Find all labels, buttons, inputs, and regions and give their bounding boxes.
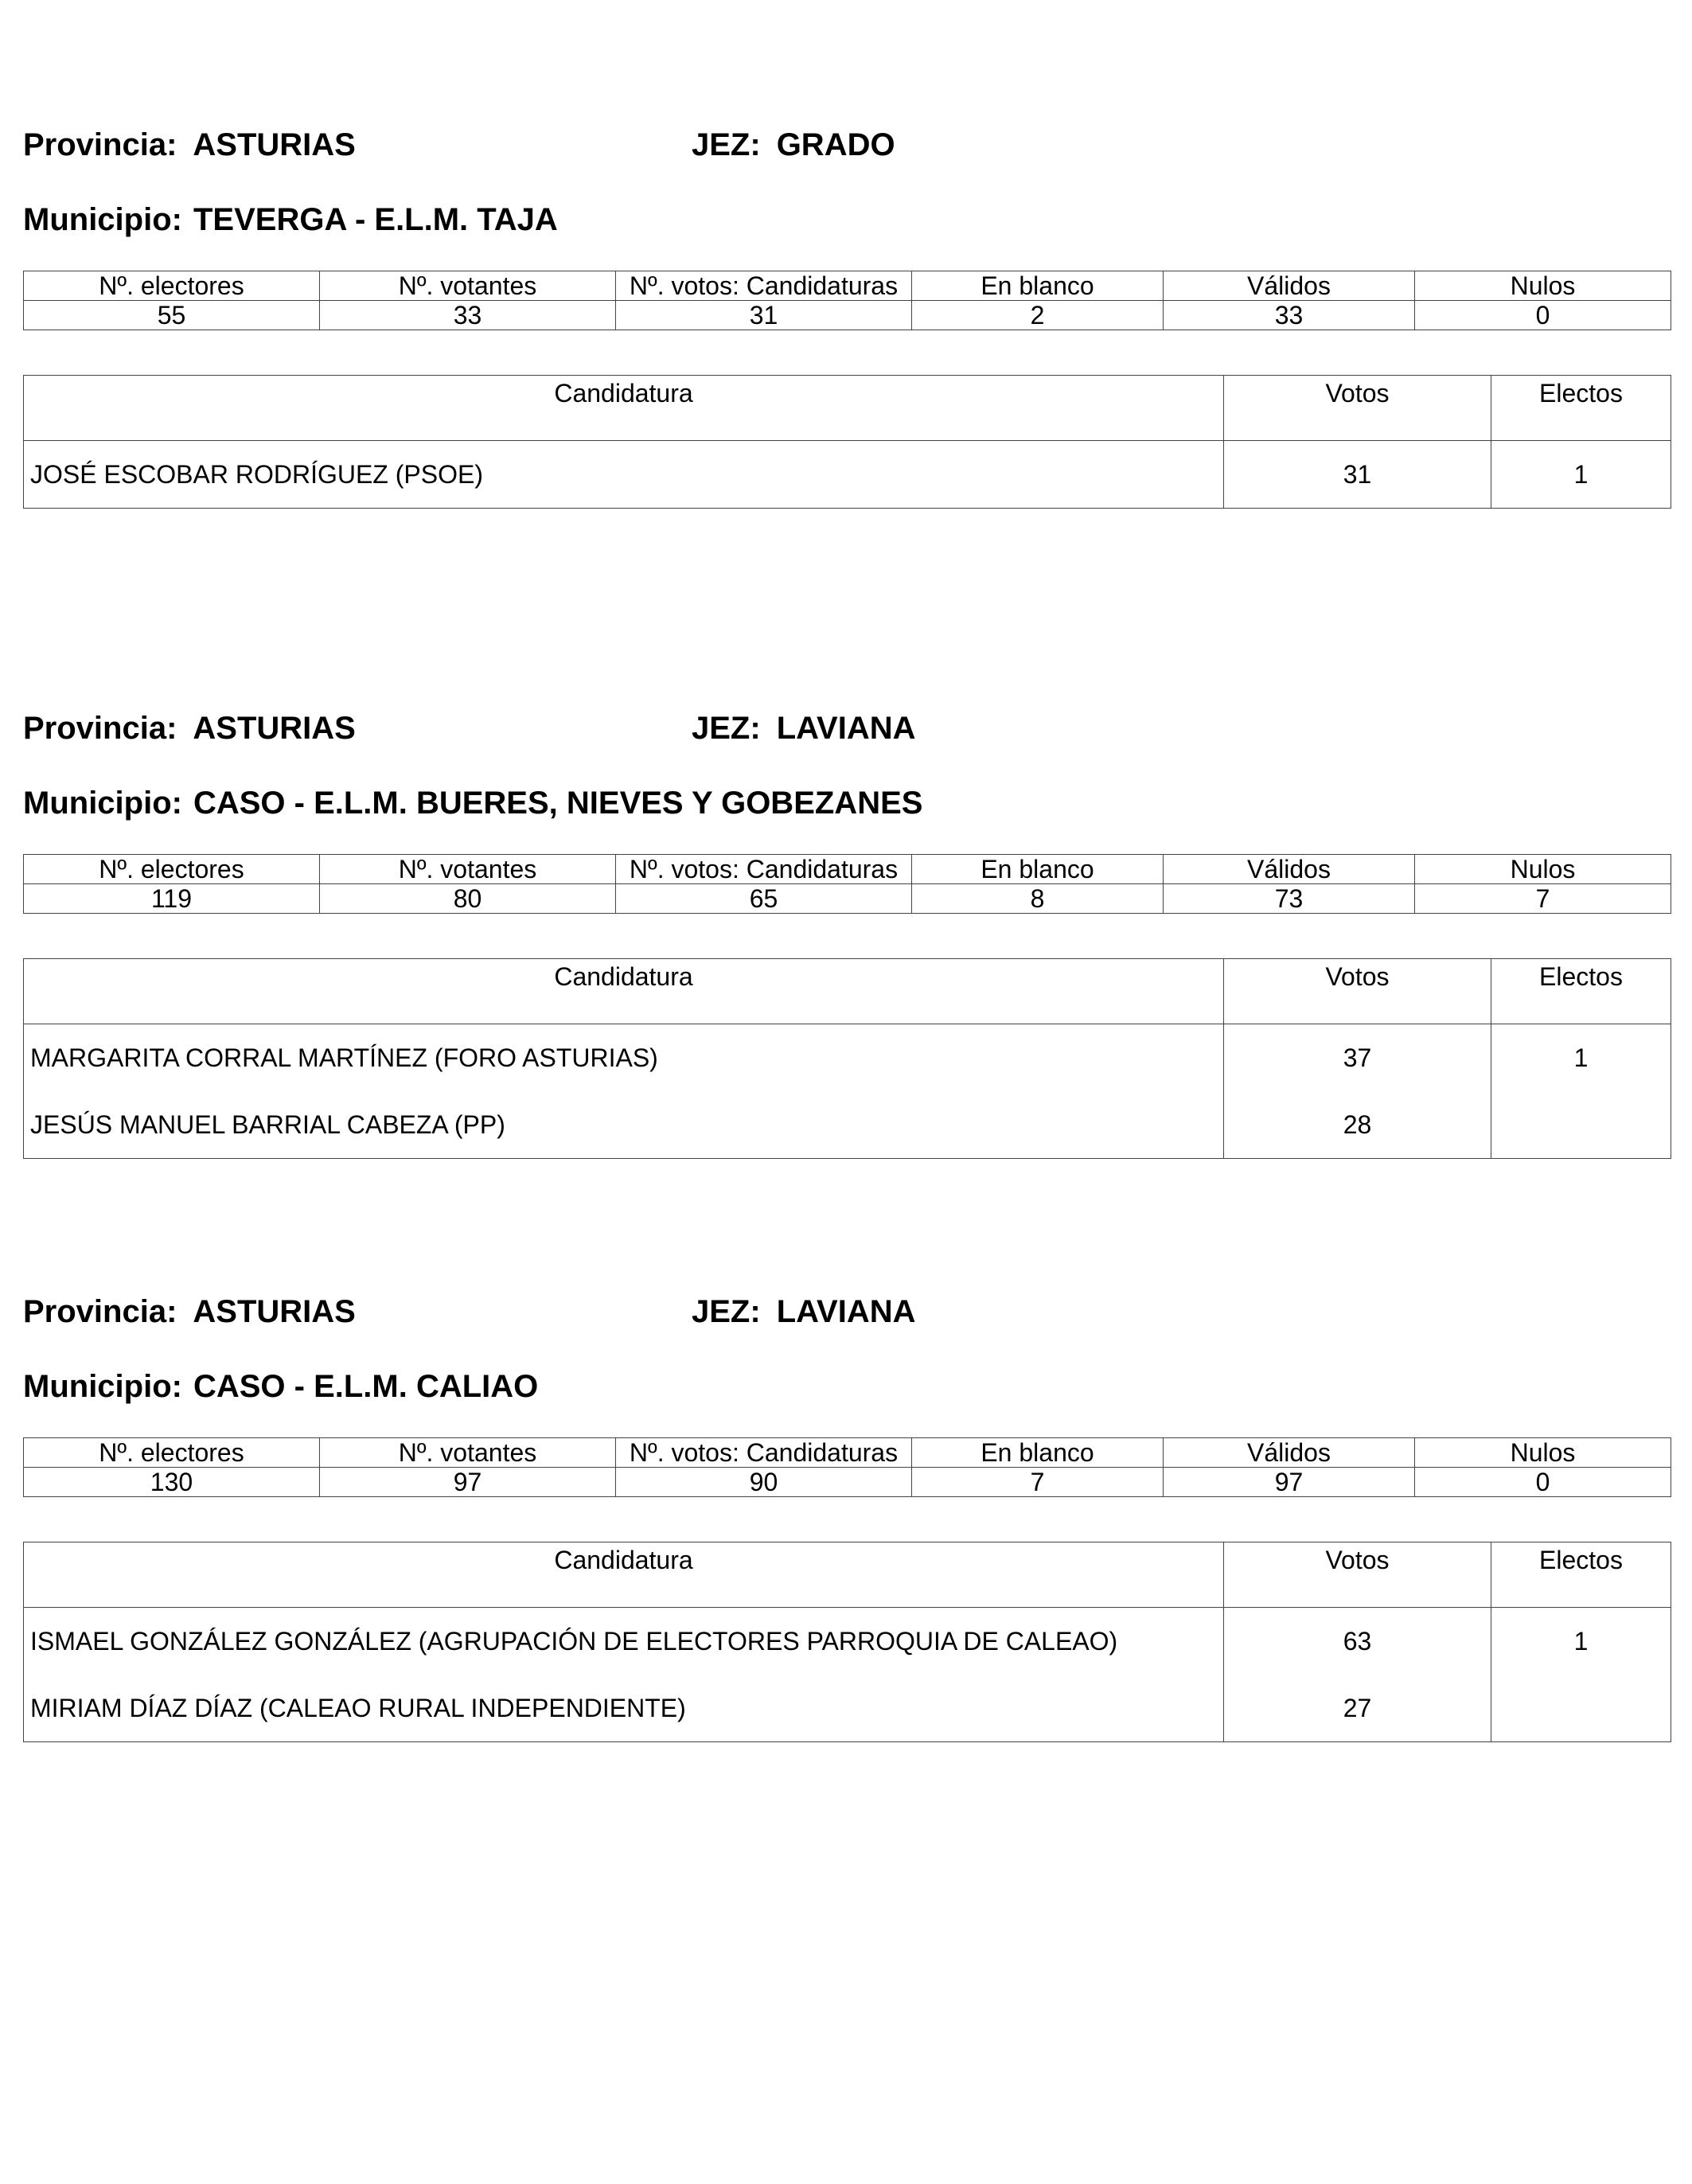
provincia-line — [23, 712, 356, 744]
municipio-line — [23, 1371, 538, 1402]
stats-value: 97 — [1164, 1468, 1415, 1497]
stats-header: Nº. electores — [24, 855, 320, 884]
candidates-table — [23, 958, 1671, 1159]
municipio-value: TEVERGA - E.L.M. TAJA — [193, 202, 558, 237]
jez-value: LAVIANA — [776, 711, 916, 746]
stats-table — [23, 854, 1671, 914]
stats-header: Nº. votantes — [320, 1438, 616, 1468]
jez-value: LAVIANA — [776, 1294, 916, 1329]
stats-header: Nº. electores — [24, 1438, 320, 1468]
votos-header: Votos — [1224, 959, 1491, 1024]
electos-header: Electos — [1491, 376, 1671, 441]
candidate-electos — [1491, 1091, 1671, 1159]
provincia-value: ASTURIAS — [193, 1294, 356, 1329]
stats-value: 97 — [320, 1468, 616, 1497]
candidate-row — [24, 1024, 1671, 1092]
candidate-name: JOSÉ ESCOBAR RODRÍGUEZ (PSOE) — [24, 441, 1224, 509]
electos-header: Electos — [1491, 1542, 1671, 1608]
candidates-header-row — [24, 376, 1671, 441]
stats-value-row — [24, 1468, 1671, 1497]
candidate-votos: 63 — [1224, 1608, 1491, 1675]
provincia-label: Provincia: — [23, 127, 177, 162]
stats-value: 0 — [1415, 301, 1671, 330]
stats-value: 33 — [1164, 301, 1415, 330]
stats-value: 90 — [616, 1468, 912, 1497]
candidatura-header: Candidatura — [24, 1542, 1224, 1608]
candidate-row — [24, 441, 1671, 509]
stats-value: 73 — [1164, 884, 1415, 914]
stats-header: Nulos — [1415, 855, 1671, 884]
candidate-row — [24, 1675, 1671, 1742]
candidates-header-row — [24, 1542, 1671, 1608]
candidates-table — [23, 1542, 1671, 1742]
jez-label: JEZ: — [692, 127, 761, 162]
stats-value: 31 — [616, 301, 912, 330]
municipio-line — [23, 204, 558, 236]
provincia-line — [23, 129, 356, 161]
stats-header-row — [24, 271, 1671, 301]
candidatura-header: Candidatura — [24, 376, 1224, 441]
jez-line — [692, 712, 916, 744]
stats-table — [23, 1437, 1671, 1497]
stats-header: Nulos — [1415, 1438, 1671, 1468]
candidate-votos: 37 — [1224, 1024, 1491, 1092]
stats-header: Nº. votantes — [320, 855, 616, 884]
candidate-electos — [1491, 1675, 1671, 1742]
votos-header: Votos — [1224, 376, 1491, 441]
provincia-value: ASTURIAS — [193, 711, 356, 746]
candidate-name: JESÚS MANUEL BARRIAL CABEZA (PP) — [24, 1091, 1224, 1159]
provincia-line — [23, 1296, 356, 1328]
municipio-label: Municipio: — [23, 786, 182, 821]
stats-value: 130 — [24, 1468, 320, 1497]
stats-header: Nº. votos: Candidaturas — [616, 855, 912, 884]
stats-value: 65 — [616, 884, 912, 914]
jez-line — [692, 1296, 916, 1328]
municipio-value: CASO - E.L.M. BUERES, NIEVES Y GOBEZANES — [193, 786, 923, 821]
stats-header: En blanco — [912, 271, 1164, 301]
municipio-value: CASO - E.L.M. CALIAO — [193, 1369, 539, 1404]
stats-value: 7 — [1415, 884, 1671, 914]
stats-value: 8 — [912, 884, 1164, 914]
stats-header: Nº. votos: Candidaturas — [616, 271, 912, 301]
candidate-name: MIRIAM DÍAZ DÍAZ (CALEAO RURAL INDEPENDIENTE) — [24, 1675, 1224, 1742]
candidate-electos: 1 — [1573, 459, 1589, 489]
stats-header: Nº. votos: Candidaturas — [616, 1438, 912, 1468]
stats-header-row — [24, 855, 1671, 884]
stats-value: 55 — [24, 301, 320, 330]
stats-value: 7 — [912, 1468, 1164, 1497]
stats-header: En blanco — [912, 1438, 1164, 1468]
stats-value: 80 — [320, 884, 616, 914]
stats-header: Nº. votantes — [320, 271, 616, 301]
stats-header-row — [24, 1438, 1671, 1468]
jez-label: JEZ: — [692, 711, 761, 746]
municipio-line — [23, 787, 922, 819]
candidates-header-row — [24, 959, 1671, 1024]
stats-header: Válidos — [1164, 1438, 1415, 1468]
candidate-name: ISMAEL GONZÁLEZ GONZÁLEZ (AGRUPACIÓN DE ELECTORES PARROQUIA DE CALEAO) — [24, 1608, 1224, 1675]
municipio-label: Municipio: — [23, 1369, 182, 1404]
jez-label: JEZ: — [692, 1294, 761, 1329]
stats-header: Válidos — [1164, 271, 1415, 301]
candidate-row — [24, 1608, 1671, 1675]
candidate-votos: 31 — [1224, 441, 1491, 509]
jez-line — [692, 129, 895, 161]
candidate-votos: 27 — [1224, 1675, 1491, 1742]
stats-value: 119 — [24, 884, 320, 914]
stats-header: Válidos — [1164, 855, 1415, 884]
stats-header: Nulos — [1415, 271, 1671, 301]
provincia-label: Provincia: — [23, 711, 177, 746]
candidate-row — [24, 1091, 1671, 1159]
stats-header: En blanco — [912, 855, 1164, 884]
stats-value: 2 — [912, 301, 1164, 330]
electos-header: Electos — [1491, 959, 1671, 1024]
jez-value: GRADO — [776, 127, 895, 162]
candidate-votos: 28 — [1224, 1091, 1491, 1159]
stats-value-row — [24, 884, 1671, 914]
provincia-value: ASTURIAS — [193, 127, 356, 162]
stats-value-row — [24, 301, 1671, 330]
candidate-electos: 1 — [1573, 1043, 1589, 1072]
stats-value: 0 — [1415, 1468, 1671, 1497]
stats-table — [23, 271, 1671, 330]
candidate-name: MARGARITA CORRAL MARTÍNEZ (FORO ASTURIAS) — [24, 1024, 1224, 1092]
provincia-label: Provincia: — [23, 1294, 177, 1329]
candidates-table — [23, 375, 1671, 509]
stats-value: 33 — [320, 301, 616, 330]
votos-header: Votos — [1224, 1542, 1491, 1608]
candidatura-header: Candidatura — [24, 959, 1224, 1024]
candidate-electos: 1 — [1573, 1626, 1589, 1656]
stats-header: Nº. electores — [24, 271, 320, 301]
municipio-label: Municipio: — [23, 202, 182, 237]
